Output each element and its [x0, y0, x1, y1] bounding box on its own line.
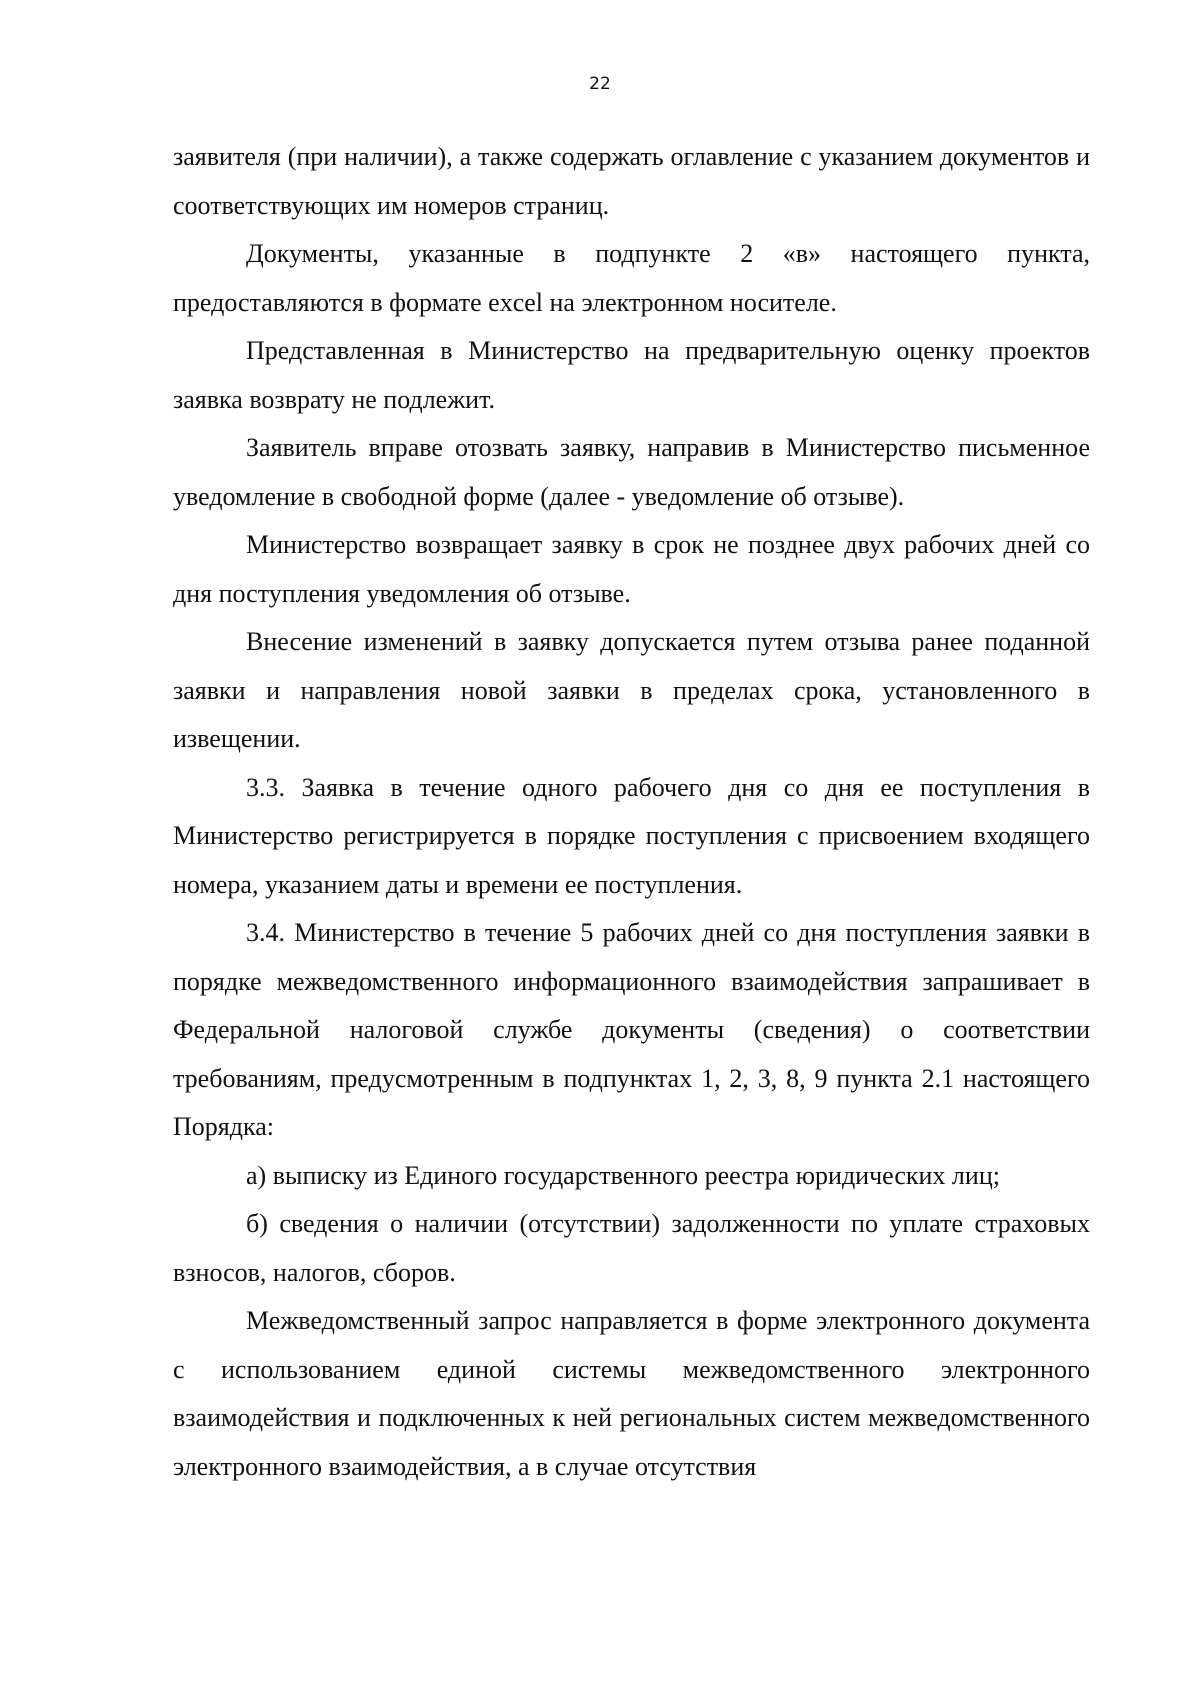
document-body [173, 133, 1090, 1491]
list-item-a: а) выписку из Единого государственного реестра юридических лиц; [246, 1160, 1000, 1190]
paragraph-3-3: 3.3. Заявка в течение одного рабочего дня со дня ее поступления в Министерство регистрируется в порядке поступления с присвоением входящего номера, указанием даты и времени ее поступления. [173, 772, 1090, 899]
list-item-b: б) сведения о наличии (отсутствии) задолженности по уплате страховых взносов, налогов, сборов. [173, 1209, 1090, 1287]
paragraph-1: заявителя (при наличии), а также содержать оглавление с указанием документов и соответствующих им номеров страниц. [173, 142, 1090, 220]
paragraph-2: Документы, указанные в подпункте 2 «в» настоящего пункта, предоставляются в формате excel на электронном носителе. [173, 239, 1090, 317]
paragraph-3: Представленная в Министерство на предварительную оценку проектов заявка возврату не подлежит. [173, 336, 1090, 414]
paragraph-5: Министерство возвращает заявку в срок не позднее двух рабочих дней со дня поступления уведомления об отзыве. [173, 530, 1090, 608]
paragraph-6: Внесение изменений в заявку допускается путем отзыва ранее поданной заявки и направления новой заявки в пределах срока, установленного в извещении. [173, 627, 1090, 753]
paragraph-4: Заявитель вправе отозвать заявку, направив в Министерство письменное уведомление в свободной форме (далее - уведомление об отзыве). [173, 433, 1090, 511]
page-number: 22 [589, 74, 611, 94]
paragraph-3-4: 3.4. Министерство в течение 5 рабочих дней со дня поступления заявки в порядке межведомственного информационного взаимодействия запрашивает в Федеральной налоговой службе документы (сведения) о соответствии требованиям, предусмотренным в подпунктах 1, 2, 3, 8, 9 пункта 2.1 настоящего Порядка: [173, 918, 1090, 1141]
paragraph-interagency-request: Межведомственный запрос направляется в форме электронного документа с использованием единой системы межведомственного электронного взаимодействия и подключенных к ней региональных систем межведомственного электронного взаимодействия, а в случае отсутствия [173, 1306, 1090, 1481]
